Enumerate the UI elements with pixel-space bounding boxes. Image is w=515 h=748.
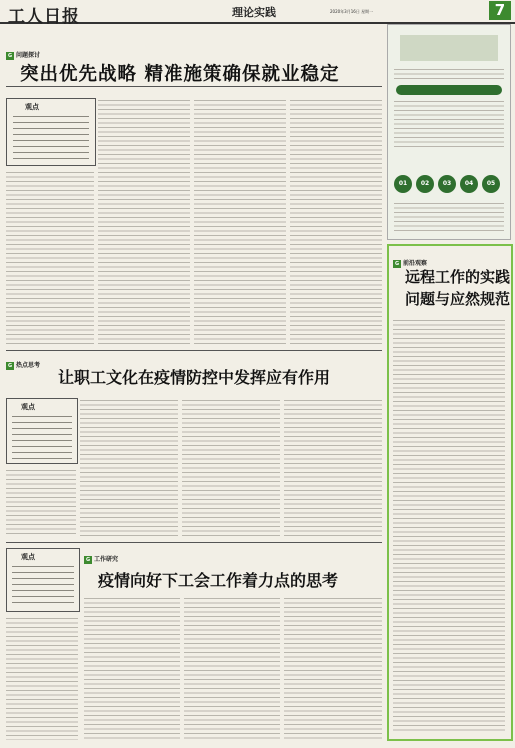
infographic-banner [400, 35, 498, 61]
viewpoint-text [13, 113, 89, 161]
viewpoint-text [12, 413, 72, 459]
viewpoint-text [12, 563, 74, 607]
infographic-bar [396, 85, 502, 95]
masthead: 工人日报 [8, 7, 80, 27]
page-number: 7 [489, 1, 511, 20]
second-column-label [6, 352, 40, 371]
infographic-text [394, 67, 504, 81]
column-tag: G [394, 261, 400, 267]
viewpoint-label: 观点 [21, 402, 35, 411]
lead-column-label [6, 42, 40, 61]
step-circle: 03 [438, 175, 456, 193]
second-text-col-3 [182, 398, 280, 538]
sidebar-title-line-2: 问题与应然规范 [405, 290, 511, 308]
third-text-col-4 [284, 596, 382, 740]
sidebar-article [387, 244, 513, 741]
infographic-text [394, 201, 504, 233]
infographic-text [394, 99, 504, 149]
column-tag: G [7, 363, 13, 369]
column-name: 问题探讨 [16, 52, 41, 59]
viewpoint-box [6, 398, 78, 464]
sidebar-title-line-1: 远程工作的实践 [405, 268, 511, 286]
second-text-col-4 [284, 398, 382, 538]
lead-text-col-1 [6, 170, 94, 346]
second-text-col-1 [6, 468, 76, 534]
issue-date: 2020年3月16日 星期一 [330, 9, 374, 14]
third-column-label [84, 546, 118, 565]
infographic [387, 24, 511, 240]
section-title: 理论实践 [232, 6, 276, 19]
lead-text-col-3 [194, 98, 286, 346]
divider [6, 542, 382, 543]
column-name: 热点思考 [16, 362, 41, 369]
column-tag: G [7, 53, 13, 59]
step-circle: 01 [394, 175, 412, 193]
step-circle: 05 [482, 175, 500, 193]
lead-text-col-2 [98, 98, 190, 346]
column-name: 前沿观察 [403, 260, 428, 267]
second-headline: 让职工文化在疫情防控中发挥应有作用 [58, 368, 331, 387]
viewpoint-label: 观点 [25, 102, 39, 111]
viewpoint-label: 观点 [21, 552, 35, 561]
viewpoint-box [6, 548, 80, 612]
step-circle: 04 [460, 175, 478, 193]
step-circle: 02 [416, 175, 434, 193]
third-headline: 疫情向好下工会工作着力点的思考 [98, 571, 339, 590]
third-text-col-2 [84, 596, 180, 740]
column-tag: G [85, 557, 91, 563]
divider [6, 350, 382, 351]
third-text-col-1 [6, 616, 78, 740]
divider [6, 86, 382, 87]
lead-text-col-4 [290, 98, 382, 346]
sidebar-body-text [393, 318, 505, 732]
column-name: 工作研究 [94, 556, 119, 563]
second-text-col-2 [80, 398, 178, 538]
third-text-col-3 [184, 596, 280, 740]
lead-headline: 突出优先战略 精准施策确保就业稳定 [20, 64, 340, 85]
viewpoint-box [6, 98, 96, 166]
